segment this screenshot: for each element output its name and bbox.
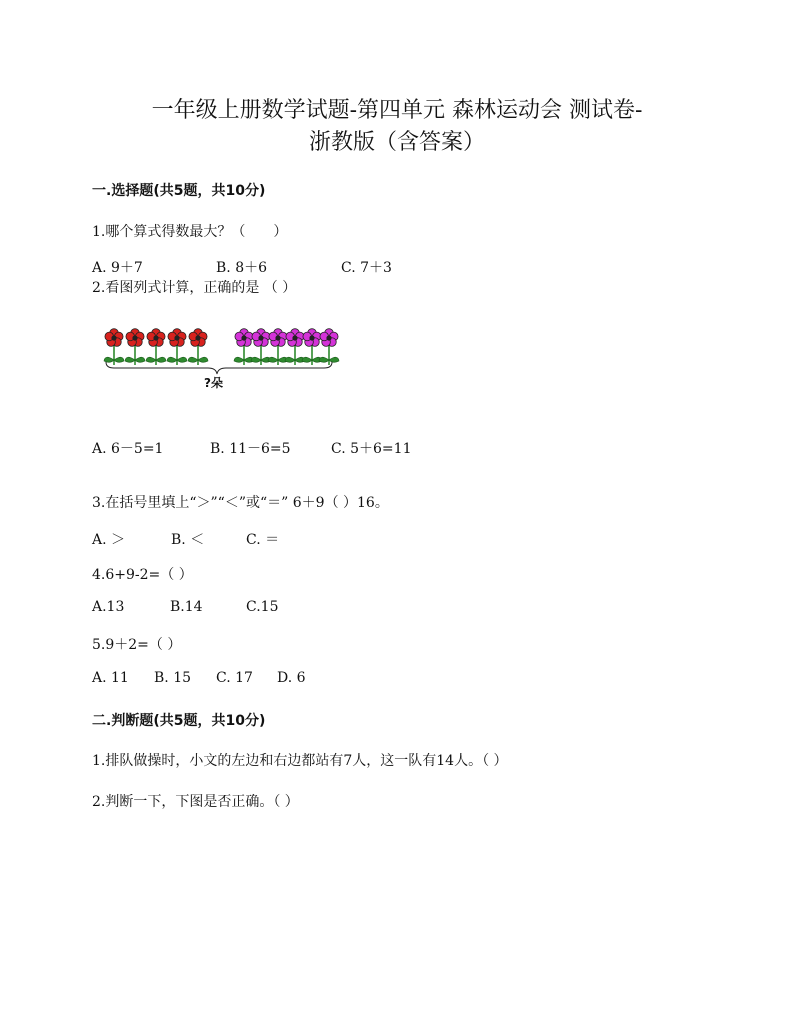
purple-flower <box>251 329 271 365</box>
q4-option-a: A.13 <box>92 599 125 615</box>
purple-flower <box>302 329 322 365</box>
q3-option-b: B. ＜ <box>171 532 205 548</box>
q5-option-d: D. 6 <box>277 670 306 686</box>
q5-option-b: B. 15 <box>154 670 192 686</box>
section2-heading: 二.判断题(共5题，共10分) <box>92 713 266 729</box>
page-title-line2: 浙教版（含答案） <box>308 130 485 155</box>
q2-stem: 2.看图列式计算，正确的是 （ ） <box>92 280 297 296</box>
purple-flower <box>285 329 305 365</box>
section1-heading: 一.选择题(共5题，共10分) <box>92 183 266 199</box>
q5-stem: 5.9＋2=（ ） <box>92 637 182 653</box>
q4-option-c: C.15 <box>246 599 279 615</box>
q4-stem: 4.6+9-2=（ ） <box>92 567 193 583</box>
purple-flower <box>319 329 339 365</box>
red-flower <box>146 329 166 365</box>
judge-q2: 2.判断一下，下图是否正确。（ ） <box>92 794 299 810</box>
red-flower <box>125 329 145 365</box>
q3-option-c: C. ＝ <box>246 532 280 548</box>
q5-option-a: A. 11 <box>92 670 129 686</box>
brace-bracket <box>106 362 332 374</box>
q1-stem: 1.哪个算式得数最大？（ ） <box>92 224 288 240</box>
q1-option-c: C. 7＋3 <box>341 260 392 276</box>
judge-q1: 1.排队做操时，小文的左边和右边都站有7人，这一队有14人。（ ） <box>92 753 508 769</box>
q3-stem: 3.在括号里填上“＞”“＜”或“＝” 6＋9（ ）16。 <box>92 495 389 511</box>
q4-option-b: B.14 <box>170 599 203 615</box>
red-flower <box>104 329 124 365</box>
q2-option-a: A. 6－5=1 <box>92 441 164 457</box>
flowers-figure <box>100 322 350 392</box>
figure-label: ?朵 <box>204 376 223 390</box>
page-title-line1: 一年级上册数学试题-第四单元 森林运动会 测试卷- <box>151 98 643 123</box>
red-flower <box>188 329 208 365</box>
q5-option-c: C. 17 <box>216 670 253 686</box>
q1-option-b: B. 8＋6 <box>216 260 268 276</box>
q3-option-a: A. ＞ <box>92 532 126 548</box>
q2-option-b: B. 11－6=5 <box>210 441 291 457</box>
purple-flower <box>268 329 288 365</box>
red-flower <box>167 329 187 365</box>
q2-option-c: C. 5＋6=11 <box>331 441 412 457</box>
q1-option-a: A. 9＋7 <box>92 260 143 276</box>
purple-flower <box>234 329 254 365</box>
